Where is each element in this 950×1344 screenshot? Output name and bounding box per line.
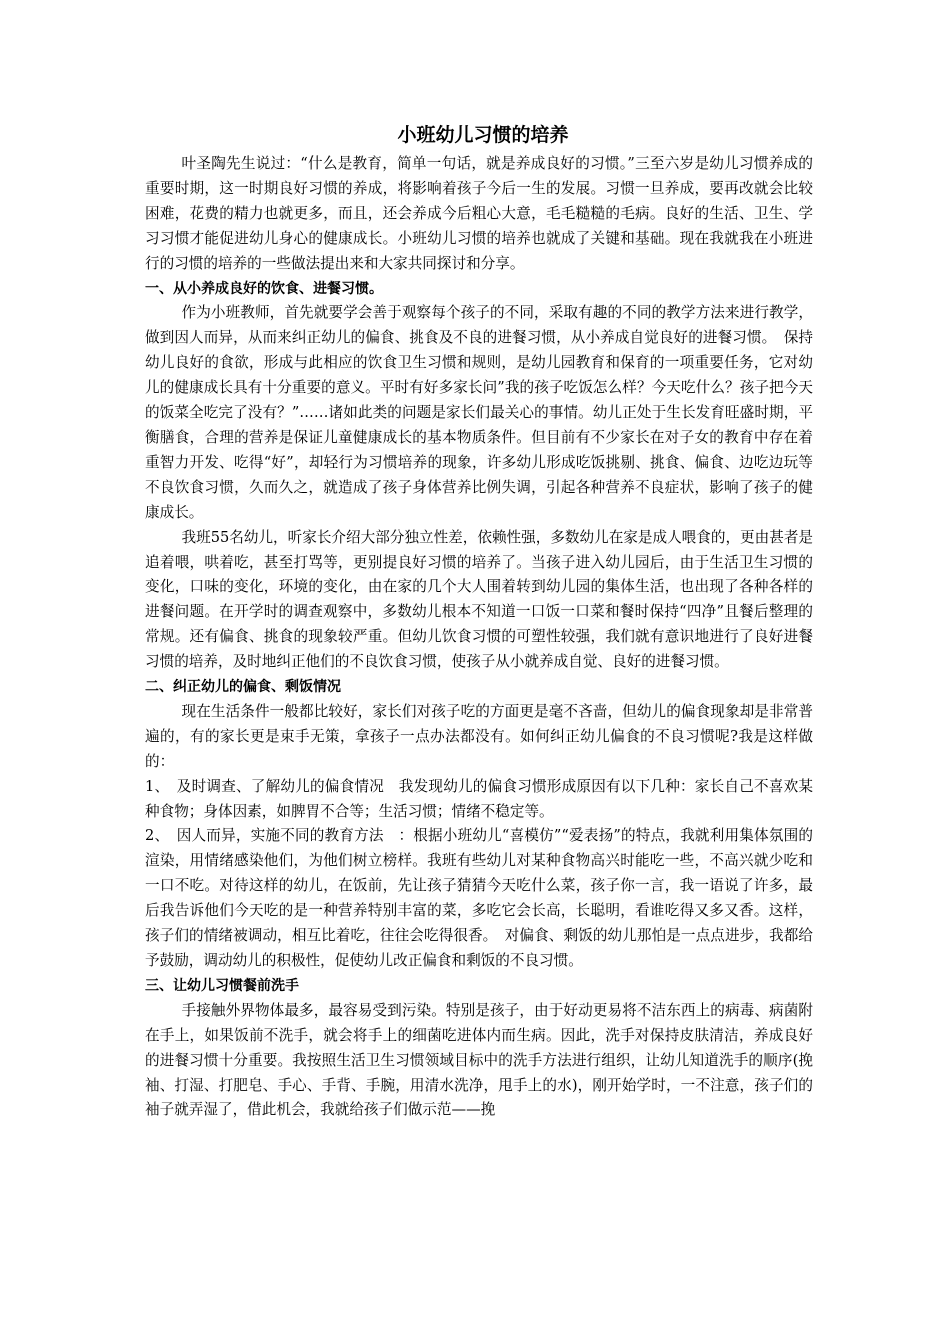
body-paragraph: 我班55名幼儿，听家长介绍大部分独立性差，依赖性强，多数幼儿在家是成人喂食的，更由甚者是追着喂，哄着吃，甚至打骂等，更别提良好习惯的培养了。当孩子进入幼儿园后，由于生活卫生习惯的变化，口味的变化，环境的变化，由在家的几个大人围着转到幼儿园的集体生活，也出现了各种各样的进餐问题。在开学时的调查观察中，多数幼儿根本不知道一口饭一口菜和餐时保持“四净”且餐后整理的常规。还有偏食、挑食的现象较严重。但幼儿饮食习惯的可塑性较强，我们就有意识地进行了良好进餐习惯的培养，及时地纠正他们的不良饮食习惯，使孩子从小就养成自觉、良好的进餐习惯。 xyxy=(145,528,814,671)
section-heading-2: 二、纠正幼儿的偏食、剩饭情况 xyxy=(145,679,341,696)
intro-paragraph: 叶圣陶先生说过：“什么是教育，简单一句话，就是养成良好的习惯。”三至六岁是幼儿习惯养成的重要时期，这一时期良好习惯的养成，将影响着孩子今后一生的发展。习惯一旦养成，要再改就会比较困难，花费的精力也就更多，而且，还会养成今后粗心大意，毛毛糙糙的毛病。良好的生活、卫生、学习习惯才能促进幼儿身心的健康成长。小班幼儿习惯的培养也就成了关键和基础。现在我就我在小班进行的习惯的培养的一些做法提出来和大家共同探讨和分享。 xyxy=(145,155,813,272)
document-page xyxy=(145,118,813,1123)
body-paragraph: 手接触外界物体最多，最容易受到污染。特别是孩子，由于好动更易将不洁东西上的病毒、病菌附在手上，如果饭前不洗手，就会将手上的细菌吃进体内而生病。因此，洗手对保持皮肤清洁，养成良好的进餐习惯十分重要。我按照生活卫生习惯领域目标中的洗手方法进行组织，让幼儿知道洗手的顺序(挽袖、打湿、打肥皂、手心、手背、手腕，用清水洗净，甩手上的水)，刚开始学时，一不注意，孩子们的袖子就弄湿了，借此机会，我就给孩子们做示范——挽 xyxy=(145,1001,813,1119)
section-heading-3: 三、让幼儿习惯餐前洗手 xyxy=(145,977,299,994)
numbered-item-2: 2、 因人而异，实施不同的教育方法 ：根据小班幼儿“喜模仿”“爱表扬”的特点，我就利用集体氛围的渲染，用情绪感染他们，为他们树立榜样。我班有些幼儿对某种食物高兴时能吃一些，不高兴就少吃和一口不吃。对待这样的幼儿，在饭前，先让孩子猜猜今天吃什么菜，孩子你一言，我一语说了许多，最后我告诉他们今天吃的是一种营养特别丰富的菜，多吃它会长高，长聪明，看谁吃得又多又香。这样，孩子们的情绪被调动，相互比着吃，往往会吃得很香。 对偏食、剩饭的幼儿那怕是一点点进步，我都给予鼓励，调动幼儿的积极性，促使幼儿改正偏食和剩饭的不良习惯。 xyxy=(145,827,813,969)
body-paragraph: 现在生活条件一般都比较好，家长们对孩子吃的方面更是毫不吝啬，但幼儿的偏食现象却是非常普遍的，有的家长更是束手无策，拿孩子一点办法都没有。如何纠正幼儿偏食的不良习惯呢?我是这样做的： xyxy=(145,702,813,770)
document-title: 小班幼儿习惯的培养 xyxy=(397,124,569,146)
body-paragraph: 作为小班教师，首先就要学会善于观察每个孩子的不同，采取有趣的不同的教学方法来进行教学，做到因人而异，从而来纠正幼儿的偏食、挑食及不良的进餐习惯，从小养成自觉良好的进餐习惯。 保持幼儿良好的食欲，形成与此相应的饮食卫生习惯和规则，是幼儿园教育和保育的一项重要任务，它对幼儿的健康成长具有十分重要的意义。平时有好多家长问”我的孩子吃饭怎么样？今天吃什么？孩子把今天的饭菜全吃完了没有？”……诸如此类的问题是家长们最关心的事情。幼儿正处于生长发育旺盛时期，平衡膳食，合理的营养是保证儿童健康成长的基本物质条件。但目前有不少家长在对子女的教育中存在着重智力开发、吃得“好”，却轻行为习惯培养的现象，许多幼儿形成吃饭挑剔、挑食、偏食、边吃边玩等不良饮食习惯，久而久之，就造成了孩子身体营养比例失调，引起各种营养不良症状，影响了孩子的健康成长。 xyxy=(145,304,813,521)
numbered-item-1: 1、 及时调查、了解幼儿的偏食情况 我发现幼儿的偏食习惯形成原因有以下几种：家长自己不喜欢某种食物；身体因素，如脾胃不合等；生活习惯；情绪不稳定等。 xyxy=(145,777,813,820)
section-heading-1: 一、从小养成良好的饮食、进餐习惯。 xyxy=(145,280,383,297)
